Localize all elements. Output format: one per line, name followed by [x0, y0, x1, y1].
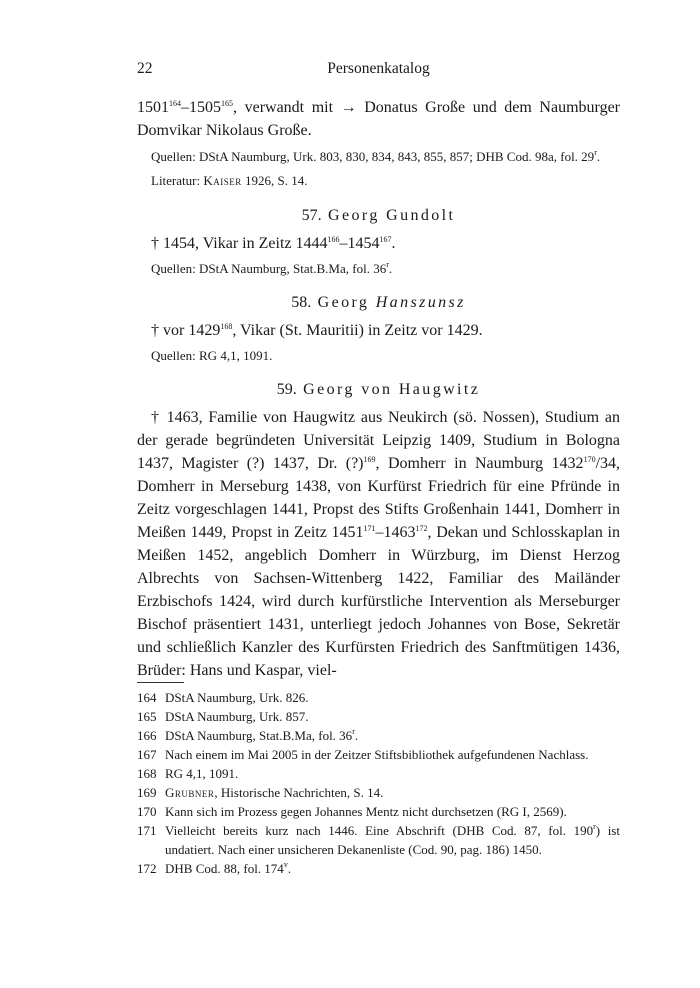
footnote-ref: 165	[221, 99, 233, 108]
intro-paragraph: 1501$^{164}$–1505$^{165}$, verwandt mit → Donatus Große und dem Naumburger Domvikar Nikolaus Große.	[137, 99, 620, 139]
footnote: 169 Grubner, Historische Nachrichten, S. 14.	[137, 785, 384, 800]
entry-57-text: † 1454, Vikar in Zeitz 1444$^{166}$–1454$^{167}$.	[151, 235, 396, 252]
footnote: 165 DStA Naumburg, Urk. 857.	[137, 709, 309, 724]
intro-literature: Literatur: Kaiser 1926, S. 14.	[151, 173, 308, 188]
page-number: 22	[137, 60, 153, 77]
intro-sources: Quellen: DStA Naumburg, Urk. 803, 830, 834, 843, 855, 857; DHB Cod. 98a, fol. 29$^r$.	[151, 148, 601, 164]
entry-57-sources: Quellen: DStA Naumburg, Stat.B.Ma, fol. 36$^r$.	[151, 260, 393, 276]
footnote: 164 DStA Naumburg, Urk. 826.	[137, 690, 309, 705]
main-text	[137, 96, 620, 682]
entry-59-text: † 1463, Familie von Haugwitz aus Neukirch (sö. Nossen), Studium an der gerade begründeten Universität Leipzig 1409, Studium in Bologna 1437, Magister (?) 1437, Dr. (?)$^{169}$, Domherr in Naumburg 1432$^{170}$/34, Domherr in Merseburg 1438, von Kurfürst Friedrich für eine Pfründe in Zeitz vorgeschlagen 1441, Propst des Stifts Großenhain 1441, Domherr in Meißen 1449, Propst in Zeitz 1451$^{171}$–1463$^{172}$, Dekan und Schlosskaplan in Meißen 1452, angeblich Domherr in Würzburg, im Dienst Herzog Albrechts von Sachsen-Wittenberg 1422, Familiar des Mailänder Erzbischofs 1424, wird durch kurfürstliche Intervention als Merseburger Bischof präsentiert 1431, unterliegt jedoch Johannes von Bose, Sekretär und schließlich Kanzler des Kurfürsten Friedrich des Sanftmütigen 1436, Brüder: Hans und Kaspar, viel-	[137, 409, 621, 679]
footnote-ref: 166	[327, 235, 340, 244]
footnote-ref: 171	[363, 524, 376, 533]
footnote: 167 Nach einem im Mai 2005 in der Zeitzer Stiftsbibliothek aufgefundenen Nachlass.	[137, 747, 589, 762]
running-title: Personenkatalog	[327, 60, 430, 77]
footnote: 171 Vielleicht bereits kurz nach 1446. Eine Abschrift (DHB Cod. 87, fol. 190$^r$) ist undatiert. Nach einer unsicheren Dekanenliste (Cod. 90, pag. 186) 1450.	[137, 822, 620, 857]
footnote: 170 Kann sich im Prozess gegen Johannes Mentz nicht durchsetzen (RG I, 2569).	[137, 804, 567, 819]
entry-59-heading: 59. Georg von Haugwitz	[276, 381, 481, 398]
footnote-ref: 170	[583, 455, 596, 464]
footnote-ref: 169	[363, 455, 376, 464]
footnote-rule	[137, 682, 184, 683]
footnote: 168 RG 4,1, 1091.	[137, 766, 239, 781]
footnote-ref: 164	[169, 99, 181, 108]
footnote-ref: 172	[415, 524, 428, 533]
footnote-ref: 168	[220, 322, 233, 331]
footnotes	[137, 688, 620, 878]
footnote: 166 DStA Naumburg, Stat.B.Ma, fol. 36$^r$.	[137, 727, 359, 743]
entry-58-sources: Quellen: RG 4,1, 1091.	[151, 348, 273, 363]
footnote-ref: 167	[379, 235, 392, 244]
footnote: 172 DHB Cod. 88, fol. 174$^v$.	[137, 860, 292, 876]
entry-57-heading: 57. Georg Gundolt	[301, 207, 456, 224]
entry-58-heading: 58. Georg Hanszunsz	[291, 294, 466, 311]
entry-58-text: † vor 1429$^{168}$, Vikar (St. Mauritii) in Zeitz vor 1429.	[151, 322, 483, 339]
